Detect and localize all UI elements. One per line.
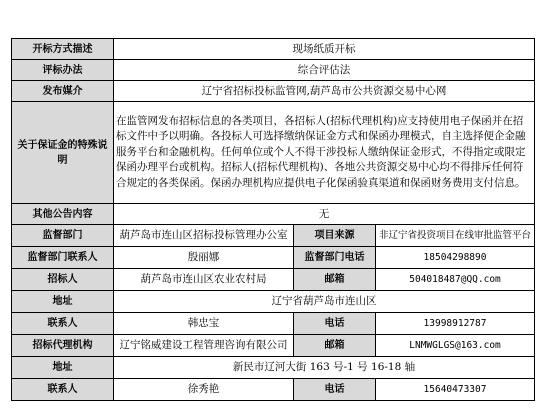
agency-email-value: LNMWGLGS@163.com: [376, 335, 535, 357]
row-agency-address: [12, 357, 535, 379]
supervisor-phone-label: 监督部门电话: [294, 247, 376, 269]
tenderer-phone-value: 13998912787: [376, 313, 535, 335]
tenderer-address-label: 地址: [12, 291, 114, 313]
agency-contact-label: 联系人: [12, 379, 114, 401]
agency-value: 辽宁铭威建设工程管理咨询有限公司: [114, 335, 294, 357]
media-value: 辽宁省招标投标监管网,葫芦岛市公共资源交易中心网: [114, 81, 535, 102]
agency-label: 招标代理机构: [12, 335, 114, 357]
row-opening-method: [12, 39, 535, 60]
media-label: 发布媒介: [12, 81, 114, 102]
agency-address-label: 地址: [12, 357, 114, 379]
supervisor-contact-label: 监督部门联系人: [12, 247, 114, 269]
agency-email-label: 邮箱: [294, 335, 376, 357]
tenderer-email-label: 邮箱: [294, 269, 376, 291]
supervisor-contact-value: 殷丽娜: [114, 247, 294, 269]
other-notice-value: 无: [114, 204, 535, 225]
guarantee-label: 关于保证金的特殊说明: [12, 102, 114, 204]
supervisor-phone-value: 18504298890: [376, 247, 535, 269]
row-agency-contact: [12, 379, 535, 401]
row-agency: [12, 335, 535, 357]
tenderer-value: 葫芦岛市连山区农业农村局: [114, 269, 294, 291]
row-tenderer: [12, 269, 535, 291]
agency-phone-label: 电话: [294, 379, 376, 401]
tenderer-phone-label: 电话: [294, 313, 376, 335]
tenderer-label: 招标人: [12, 269, 114, 291]
row-evaluation: [12, 60, 535, 81]
agency-address-value: 新民市辽河大街 163 号-1 号 16-18 轴: [114, 357, 535, 379]
row-tenderer-contact: [12, 313, 535, 335]
agency-phone-value: 15640473307: [376, 379, 535, 401]
row-supervisor: [12, 225, 535, 247]
opening-method-value: 现场纸质开标: [114, 39, 535, 60]
row-guarantee: [12, 102, 535, 204]
tenderer-address-value: 辽宁省葫芦岛市连山区: [114, 291, 535, 313]
tenderer-contact-value: 韩忠宝: [114, 313, 294, 335]
evaluation-value: 综合评估法: [114, 60, 535, 81]
row-other-notice: [12, 204, 535, 225]
evaluation-label: 评标办法: [12, 60, 114, 81]
other-notice-label: 其他公告内容: [12, 204, 114, 225]
row-tenderer-address: [12, 291, 535, 313]
project-source-value: 非辽宁省投资项目在线审批监管平台: [376, 225, 535, 247]
tender-info-table: [11, 38, 535, 401]
tenderer-email-value: 504018487@QQ.com: [376, 269, 535, 291]
guarantee-value: 在监管网发布招标信息的各类项目，各招标人(招标代理机构)应支持使用电子保函并在招标文件中予以明确。各投标人可选择缴纳保证金方式和保函办理模式，自主选择便企金融服务平台和金融机构。任何单位或个人不得干涉投标人缴纳保证金形式，不得指定或限定保函办理平台或机构。招标人(招标代理机构)、各地公共资源交易中心均不得排斥任何符合规定的各类保函。保函办理机构应提供电子化保函验真渠道和保函财务费用支付信息。: [114, 102, 535, 204]
tenderer-contact-label: 联系人: [12, 313, 114, 335]
supervisor-value: 葫芦岛市连山区招标投标管理办公室: [114, 225, 294, 247]
supervisor-label: 监督部门: [12, 225, 114, 247]
row-supervisor-contact: [12, 247, 535, 269]
project-source-label: 项目来源: [294, 225, 376, 247]
row-media: [12, 81, 535, 102]
agency-contact-value: 徐秀艳: [114, 379, 294, 401]
opening-method-label: 开标方式描述: [12, 39, 114, 60]
